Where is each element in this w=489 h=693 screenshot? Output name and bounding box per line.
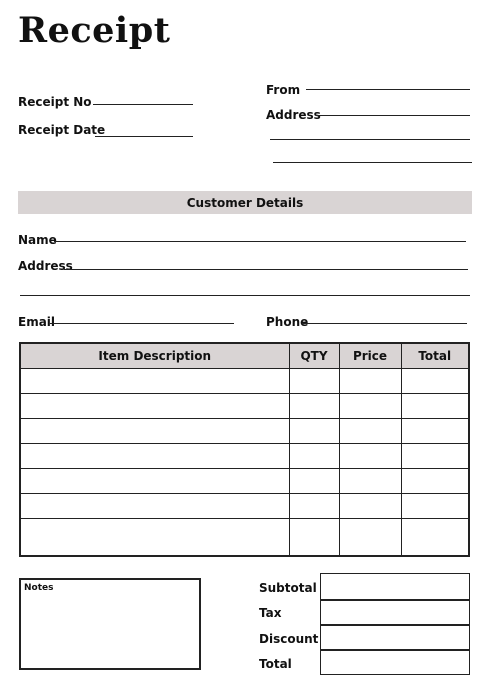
customer-details-header	[18, 191, 472, 214]
table-row	[20, 519, 469, 557]
item-description-cell[interactable]	[20, 419, 289, 444]
price-cell[interactable]	[339, 494, 401, 519]
item-description-cell[interactable]	[20, 469, 289, 494]
price-cell[interactable]	[339, 519, 401, 557]
notes-label: Notes	[24, 583, 54, 593]
table-row	[20, 394, 469, 419]
total-field[interactable]	[320, 649, 470, 675]
customer-phone-label: Phone	[266, 315, 309, 329]
customer-name-label: Name	[18, 233, 57, 247]
customer-email-label: Email	[18, 315, 56, 329]
subtotal-field[interactable]	[320, 573, 470, 601]
item-description-cell[interactable]	[20, 394, 289, 419]
total-cell[interactable]	[401, 369, 469, 394]
subtotal-label: Subtotal	[259, 581, 317, 595]
price-cell[interactable]	[339, 394, 401, 419]
col-qty: QTY	[289, 343, 339, 369]
from-address-field-1[interactable]	[316, 115, 470, 116]
item-description-cell[interactable]	[20, 444, 289, 469]
total-cell[interactable]	[401, 419, 469, 444]
notes-box[interactable]	[19, 578, 201, 670]
discount-field[interactable]	[320, 624, 470, 651]
total-cell[interactable]	[401, 469, 469, 494]
customer-phone-field[interactable]	[303, 323, 467, 324]
customer-email-field[interactable]	[50, 323, 234, 324]
customer-address-field-1[interactable]	[64, 269, 468, 270]
total-cell[interactable]	[401, 519, 469, 557]
receipt-title: Receipt	[18, 10, 171, 51]
tax-label: Tax	[259, 606, 282, 620]
qty-cell[interactable]	[289, 369, 339, 394]
receipt-no-label: Receipt No	[18, 95, 92, 109]
from-address-field-2[interactable]	[270, 139, 470, 140]
from-address-label: Address	[266, 108, 321, 122]
items-table	[19, 342, 470, 557]
total-cell[interactable]	[401, 494, 469, 519]
from-label: From	[266, 83, 301, 97]
qty-cell[interactable]	[289, 394, 339, 419]
items-table-header	[20, 343, 469, 369]
table-row	[20, 419, 469, 444]
col-total: Total	[401, 343, 469, 369]
table-row	[20, 494, 469, 519]
receipt-no-field[interactable]	[93, 104, 193, 105]
price-cell[interactable]	[339, 369, 401, 394]
from-field[interactable]	[306, 89, 470, 90]
table-row	[20, 444, 469, 469]
price-cell[interactable]	[339, 444, 401, 469]
total-cell[interactable]	[401, 444, 469, 469]
qty-cell[interactable]	[289, 519, 339, 557]
qty-cell[interactable]	[289, 419, 339, 444]
item-description-cell[interactable]	[20, 369, 289, 394]
qty-cell[interactable]	[289, 494, 339, 519]
qty-cell[interactable]	[289, 469, 339, 494]
col-price: Price	[339, 343, 401, 369]
receipt-date-field[interactable]	[95, 136, 193, 137]
from-address-field-3[interactable]	[273, 162, 472, 163]
item-description-cell[interactable]	[20, 494, 289, 519]
item-description-cell[interactable]	[20, 519, 289, 557]
qty-cell[interactable]	[289, 444, 339, 469]
total-label: Total	[259, 657, 292, 671]
customer-details-heading: Customer Details	[186, 195, 304, 210]
price-cell[interactable]	[339, 419, 401, 444]
total-cell[interactable]	[401, 394, 469, 419]
customer-address-field-2[interactable]	[20, 295, 470, 296]
price-cell[interactable]	[339, 469, 401, 494]
receipt-date-label: Receipt Date	[18, 123, 106, 137]
tax-field[interactable]	[320, 599, 470, 626]
table-row	[20, 369, 469, 394]
customer-address-label: Address	[18, 259, 73, 273]
discount-label: Discount	[259, 632, 319, 646]
table-row	[20, 469, 469, 494]
col-item-description: Item Description	[20, 343, 289, 369]
customer-name-field[interactable]	[54, 241, 466, 242]
